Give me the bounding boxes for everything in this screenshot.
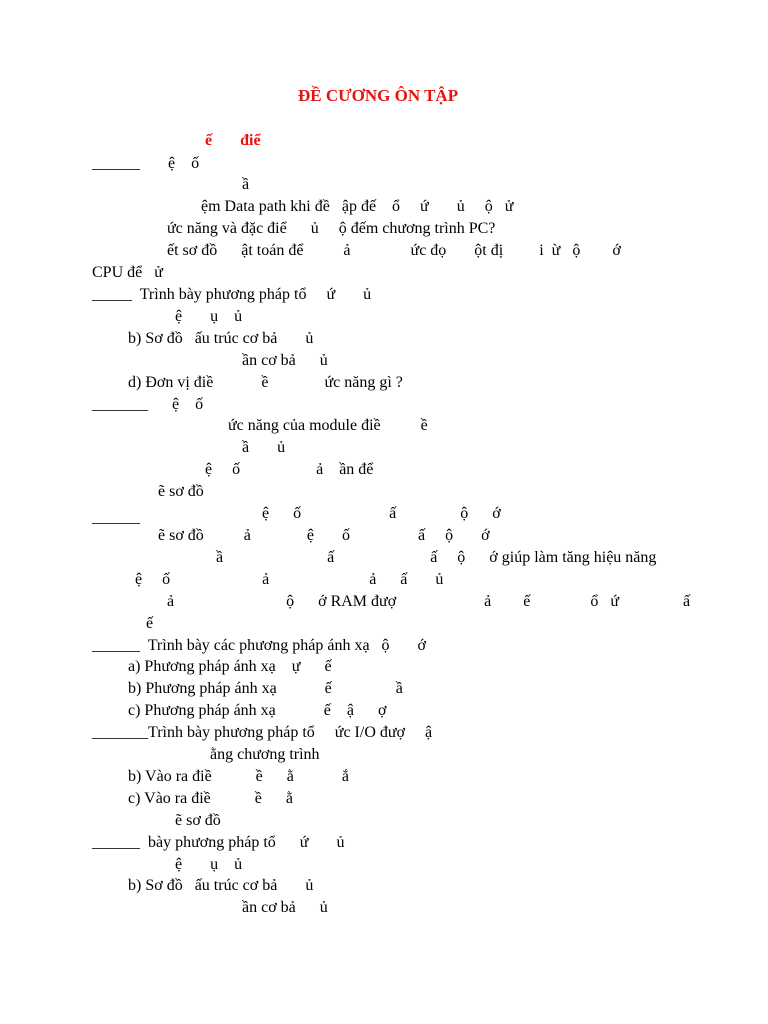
- text-line: ả ộ ớ RAM đượ ả ế ổ ứ ấ: [167, 593, 691, 610]
- text-line: ______ bày phương pháp tổ ứ ủ: [92, 834, 345, 851]
- text-line: b) Sơ đồ ấu trúc cơ bả ủ: [128, 877, 314, 894]
- text-line: _______ ệ ố: [92, 396, 204, 413]
- text-line: ệm Data path khi đề ập đế ổ ứ ủ ộ ử: [201, 198, 514, 215]
- text-line: b) Sơ đồ ấu trúc cơ bả ủ: [128, 330, 314, 347]
- text-line: ẽ sơ đồ: [175, 812, 221, 829]
- text-line: ệ ố ấ ộ ớ: [262, 505, 501, 522]
- text-line: ệ ụ ủ: [175, 308, 243, 325]
- text-line: a) Phương pháp ánh xạ ự ế: [128, 658, 332, 675]
- document-title: ĐỀ CƯƠNG ÔN TẬP: [298, 86, 459, 105]
- text-line: ầ: [242, 176, 250, 193]
- text-line: c) Phương pháp ánh xạ ế ậ ợ: [128, 702, 387, 719]
- text-line: ______ Trình bày các phương pháp ánh xạ ộ ớ: [92, 637, 426, 654]
- text-line: b) Vào ra điề ề ằ ắ: [128, 768, 349, 785]
- text-line: ẽ sơ đồ: [158, 483, 204, 500]
- text-line: ần cơ bả ủ: [242, 352, 328, 369]
- text-line: CPU để ử: [92, 264, 163, 281]
- text-line: _______Trình bày phương pháp tổ ức I/O đượ ậ: [92, 724, 433, 741]
- text-line: c) Vào ra điề ề ằ: [128, 790, 293, 807]
- text-line: ệ ố ả ả ấ ủ: [135, 571, 444, 588]
- text-line: ầ ủ: [242, 439, 286, 456]
- document-subtitle: ế điể: [205, 132, 261, 149]
- text-line: b) Phương pháp ánh xạ ế ầ: [128, 680, 403, 697]
- text-line: ằng chương trình: [210, 746, 320, 763]
- text-line: ệ ụ ủ: [175, 856, 243, 873]
- text-line: ẽ sơ đồ ả ệ ố ấ ộ ớ: [158, 527, 490, 544]
- text-line: ức năng của module điề ề: [228, 417, 428, 434]
- text-line: _____ Trình bày phương pháp tổ ứ ủ: [92, 286, 372, 303]
- text-line: ế: [146, 615, 154, 632]
- text-line: ầ ấ ấ ộ ớ giúp làm tăng hiệu năng: [216, 549, 657, 566]
- text-line: ______: [92, 509, 140, 526]
- text-line: ức năng và đặc điể ủ ộ đếm chương trình PC?: [167, 220, 496, 237]
- text-line: ______ ệ ố: [92, 155, 200, 172]
- text-line: ần cơ bả ủ: [242, 899, 328, 916]
- text-line: d) Đơn vị điề ề ức năng gì ?: [128, 374, 403, 391]
- text-line: ết sơ đồ ật toán để ả ức đọ ột đị i ừ ộ ớ: [167, 242, 621, 259]
- text-line: ệ ố ả ần để: [205, 461, 374, 478]
